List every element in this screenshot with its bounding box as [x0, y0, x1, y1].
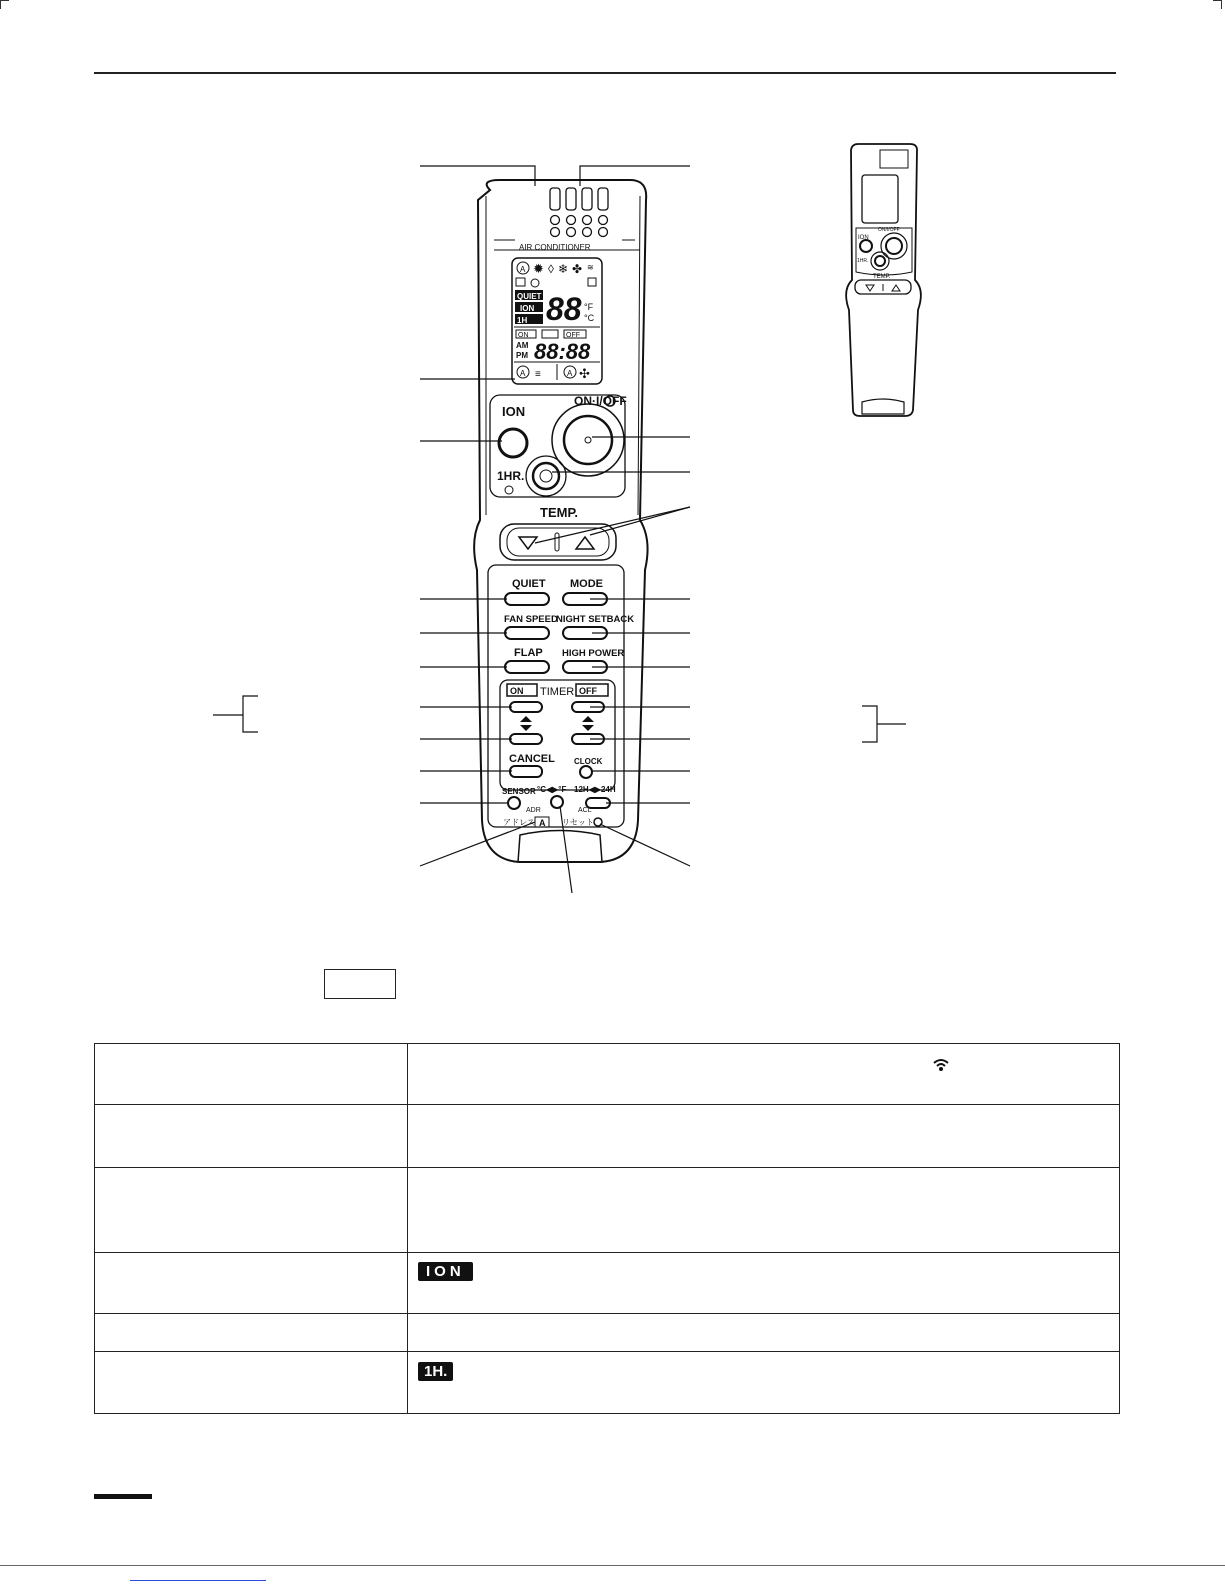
table-row — [95, 1352, 1120, 1414]
function-table — [94, 1043, 1120, 1414]
table-row — [95, 1314, 1120, 1352]
table-row — [95, 1253, 1120, 1314]
timer-label: TIMER — [540, 686, 575, 698]
address-jp-label: アドレス — [503, 818, 535, 827]
table-cell-name — [95, 1253, 408, 1314]
table-row — [95, 1168, 1120, 1253]
table-cell-desc — [408, 1253, 1120, 1314]
reset-jp-label: リセット — [562, 818, 594, 827]
table-cell-desc — [408, 1044, 1120, 1105]
table-cell-desc — [408, 1352, 1120, 1414]
sensor-button-label: SENSOR — [502, 787, 536, 796]
lcd-unit-f: °F — [584, 302, 594, 312]
fan-speed-button[interactable] — [505, 627, 549, 639]
h12-24-button-label: 12H◀▶24H — [574, 785, 616, 794]
svg-text:✣: ✣ — [579, 366, 590, 381]
table-row — [95, 1105, 1120, 1168]
lcd-ion-badge: ION — [520, 304, 535, 313]
c-f-button[interactable] — [551, 796, 563, 808]
mode-button-label: MODE — [570, 578, 603, 590]
lcd-temp-digits: 88 — [546, 291, 582, 327]
table-cell-name — [95, 1168, 408, 1253]
svg-text:≡: ≡ — [535, 369, 541, 380]
table-cell-name — [95, 1352, 408, 1414]
flap-button[interactable] — [505, 661, 549, 673]
svg-text:A: A — [520, 369, 526, 378]
lcd-pm: PM — [516, 351, 528, 360]
lcd-onehour-badge: 1H — [517, 316, 528, 325]
table-cell-name — [95, 1314, 408, 1352]
lcd-timer-on: ON — [518, 332, 529, 339]
small-remote-1hr-label: 1HR. — [857, 258, 869, 264]
one-hour-button-label: 1HR. — [497, 469, 525, 483]
table-cell-desc — [408, 1105, 1120, 1168]
note-box — [324, 969, 396, 999]
small-remote-temp-label: TEMP. — [873, 274, 891, 280]
temp-label: TEMP. — [540, 505, 579, 520]
clock-button-label: CLOCK — [574, 757, 603, 766]
ion-button-label: ION — [502, 404, 526, 419]
lcd-time-digits: 88:88 — [534, 339, 591, 364]
night-setback-button-label: NIGHT SETBACK — [556, 614, 635, 625]
small-remote-ion-label: ION — [858, 235, 869, 241]
svg-text:◊: ◊ — [548, 262, 554, 276]
timer-off-label: OFF — [579, 686, 597, 696]
flap-button-label: FLAP — [514, 647, 543, 659]
lcd-unit-c: °C — [584, 313, 595, 323]
timer-on-down-button[interactable] — [510, 734, 542, 744]
svg-text:✤: ✤ — [572, 262, 583, 276]
svg-text:≋: ≋ — [587, 263, 594, 272]
timer-on-up-button[interactable] — [510, 702, 542, 712]
one-hour-button[interactable] — [533, 463, 559, 489]
svg-text:❄: ❄ — [558, 262, 569, 276]
remote-header-label: AIR CONDITIONER — [519, 243, 591, 252]
small-remote — [846, 144, 921, 416]
lcd-quiet-badge: QUIET — [517, 292, 542, 301]
table-cell-name — [95, 1044, 408, 1105]
page-number-bar — [94, 1494, 152, 1499]
adr-label: ADR — [526, 807, 541, 814]
acl-label: ACL — [578, 807, 592, 814]
svg-text:A: A — [567, 369, 573, 378]
table-cell-desc — [408, 1168, 1120, 1253]
lcd-am: AM — [516, 341, 529, 350]
fan-speed-button-label: FAN SPEED — [504, 614, 558, 625]
footer-link-underline — [130, 1580, 266, 1581]
quiet-button[interactable] — [505, 593, 549, 605]
svg-text:✹: ✹ — [533, 261, 544, 276]
svg-text:A: A — [520, 265, 526, 274]
quiet-button-label: QUIET — [512, 578, 546, 590]
ion-button[interactable] — [499, 429, 527, 457]
address-letter: A — [539, 818, 546, 828]
c-f-button-label: °C◀▶°F — [537, 785, 567, 794]
timer-on-label: ON — [510, 686, 524, 696]
on-off-button[interactable] — [564, 416, 612, 464]
table-cell-name — [95, 1105, 408, 1168]
clock-button[interactable] — [580, 766, 592, 778]
high-power-button-label: HIGH POWER — [562, 648, 625, 659]
small-remote-onoff-label: ON/I/OFF — [878, 227, 900, 233]
lcd-timer-off: OFF — [566, 332, 580, 339]
table-row — [95, 1044, 1120, 1105]
ion-badge: ION — [418, 1262, 473, 1281]
one-hour-badge: 1H. — [418, 1362, 453, 1381]
table-cell-desc — [408, 1314, 1120, 1352]
on-off-button-label: ON·I/OFF — [574, 394, 627, 408]
wifi-icon — [933, 1058, 949, 1077]
cancel-button[interactable] — [510, 766, 542, 777]
footer-rule — [0, 1565, 1225, 1566]
sensor-button[interactable] — [508, 797, 520, 809]
cancel-button-label: CANCEL — [509, 753, 555, 765]
